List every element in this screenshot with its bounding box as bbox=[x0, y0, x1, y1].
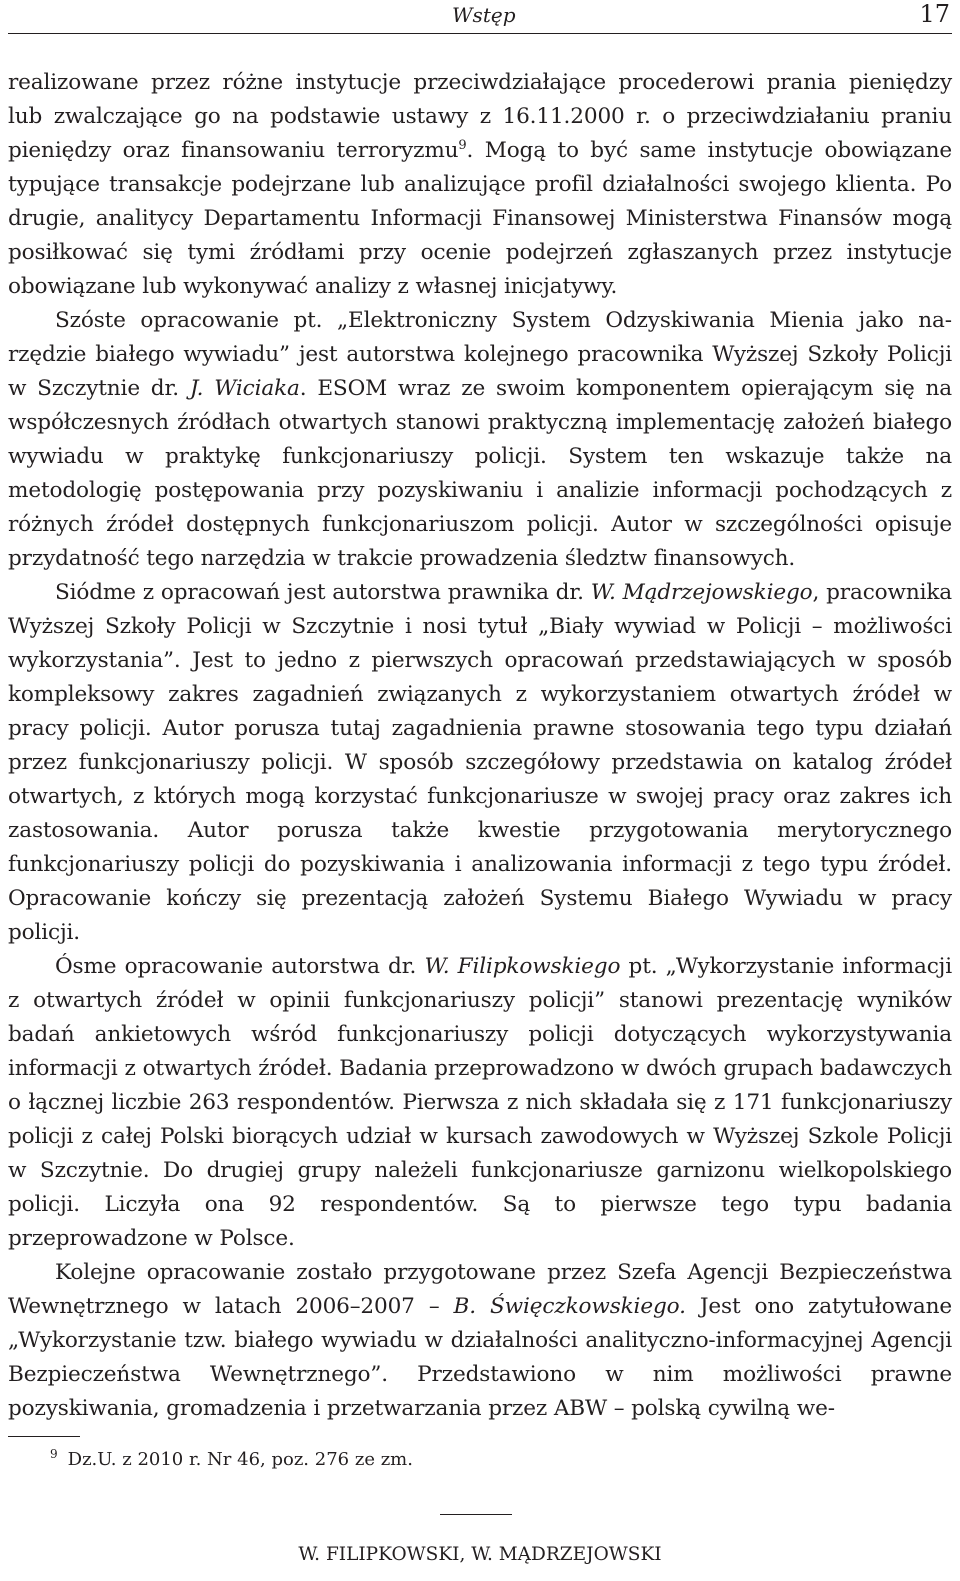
text-run: . ESOM wraz ze swoim komponentem opierającym się na współczesnych źródłach otwartych stanowi praktyczną implementację założeń białego wywiadu w praktykę funkcjonariuszy policji. System ten wskazuje także na metodologię postępowania przy pozyskiwaniu i analizie informacji pochodzących z różnych źródeł dostępnych funkcjonariuszom policji. Autor w szczególności opisuje przydatność tego narzędzia w trakcie prowadzenia śledztw finansowych. bbox=[8, 376, 953, 571]
footnote-text: Dz.U. z 2010 r. Nr 46, poz. 276 ze zm. bbox=[67, 1449, 413, 1470]
paragraph bbox=[8, 950, 952, 1256]
text-run: Kolejne opracowanie zostało przygotowane przez Szefa Agencji Bezpieczeństwa Wewnętrznego w latach 2006–2007 – bbox=[8, 1260, 952, 1319]
footnote-rule bbox=[8, 1436, 80, 1437]
running-header-title: Wstęp bbox=[452, 3, 516, 27]
running-header bbox=[0, 0, 960, 36]
text-run: pt. „Wykorzystanie informacji z otwartych źródeł w opinii funkcjonariuszy policji” stanowi prezentację wyników badań ankietowych wśród funkcjonariuszy policji dotyczących wykorzystywania informacji z otwartych źródeł. Badania przeprowadzono w dwóch grupach badawczych o łącznej liczbie 263 respondentów. Pierwsza z nich składała się z 171 funkcjonariuszy policji z całej Polski biorących udział w kursach zawodowych w Wyższej Szkole Policji w Szczytnie. Do drugiej grupy należeli funkcjonariusze garnizonu wielkopolskiego policji. Liczyła ona 92 respondentów. Są to pierwsze tego typu badania przeprowadzone w Polsce. bbox=[8, 954, 952, 1251]
paragraph bbox=[8, 576, 952, 950]
text-run: Szóste opracowanie pt. „Elektroniczny System Odzyskiwania Mienia jako narzędzie białego wywiadu” jest autorstwa kolejnego pracownika Wyższej Szkoły Policji w Szczytnie dr. bbox=[8, 308, 952, 401]
text-run: Ósme opracowanie autorstwa dr. bbox=[55, 954, 425, 979]
paragraph bbox=[8, 66, 952, 304]
footnote-reference: 9 bbox=[458, 138, 467, 153]
footer-authors: W. FILIPKOWSKI, W. MĄDRZEJOWSKI bbox=[298, 1544, 662, 1565]
paragraph bbox=[8, 304, 952, 576]
body-text bbox=[8, 66, 952, 1426]
footer-rule bbox=[440, 1514, 512, 1515]
italic-name: W. Filipkowskiego bbox=[424, 954, 621, 979]
text-run: Jest ono zatytułowane „Wykorzystanie tzw. białego wywiadu w działalności analityczno-informacyjnej Agencji Bezpieczeństwa Wewnętrznego”. Przedstawiono w nim możliwości prawne pozyskiwania, gromadzenia i przetwarzania przez ABW – polską cywilną we- bbox=[8, 1294, 953, 1421]
text-run: , pracownika Wyższej Szkoły Policji w Szczytnie i nosi tytuł „Biały wywiad w Policji – możliwości wykorzystania”. Jest to jedno z pierwszych opracowań przedstawiających w sposób kompleksowy zakres zagadnień związanych z wykorzystaniem otwartych źródeł w pracy policji. Autor porusza tutaj zagadnienia prawne stosowania tego typu działań przez funkcjonariuszy policji. W sposób szczegółowy przedstawia on katalog źródeł otwartych, z których mogą korzystać funkcjonariusze w swojej pracy oraz zakres ich zastosowania. Autor porusza także kwestie przygotowania merytorycznego funkcjonariuszy policji do pozyskiwania i analizowania informacji z tego typu źródeł. Opracowanie kończy się prezentacją założeń Systemu Białego Wywiadu w pracy policji. bbox=[8, 580, 952, 945]
paragraph bbox=[8, 1256, 952, 1426]
text-run: . Mogą to być same instytucje obowiązane typujące transakcje podejrzane lub analizujące profil działalności swojego klienta. Po drugie, analitycy Departamentu Informacji Finansowej Ministerstwa Finansów mogą posiłkować się tymi źródłami przy ocenie podejrzeń zgłaszanych przez instytucje obowiązane lub wykonywać analizy z własnej inicjatywy. bbox=[8, 138, 952, 299]
footnote-mark: 9 bbox=[50, 1447, 58, 1461]
running-footer bbox=[0, 1543, 960, 1567]
page-number: 17 bbox=[919, 0, 950, 28]
italic-name: B. Święczkowskiego. bbox=[453, 1294, 686, 1319]
text-run: Siódme z opracowań jest autorstwa prawnika dr. bbox=[55, 580, 591, 605]
text-run: realizowane przez różne instytucje przeciwdziałające procederowi prania pieniędzy lub zwalczające go na podstawie ustawy z 16.11.2000 r. o przeciwdziałaniu praniu pieniędzy oraz finansowaniu terroryzmu bbox=[8, 70, 952, 163]
footnote bbox=[50, 1442, 413, 1472]
header-rule bbox=[8, 33, 952, 34]
italic-name: J. Wiciaka bbox=[189, 376, 300, 401]
italic-name: W. Mądrzejowskiego bbox=[590, 580, 813, 605]
